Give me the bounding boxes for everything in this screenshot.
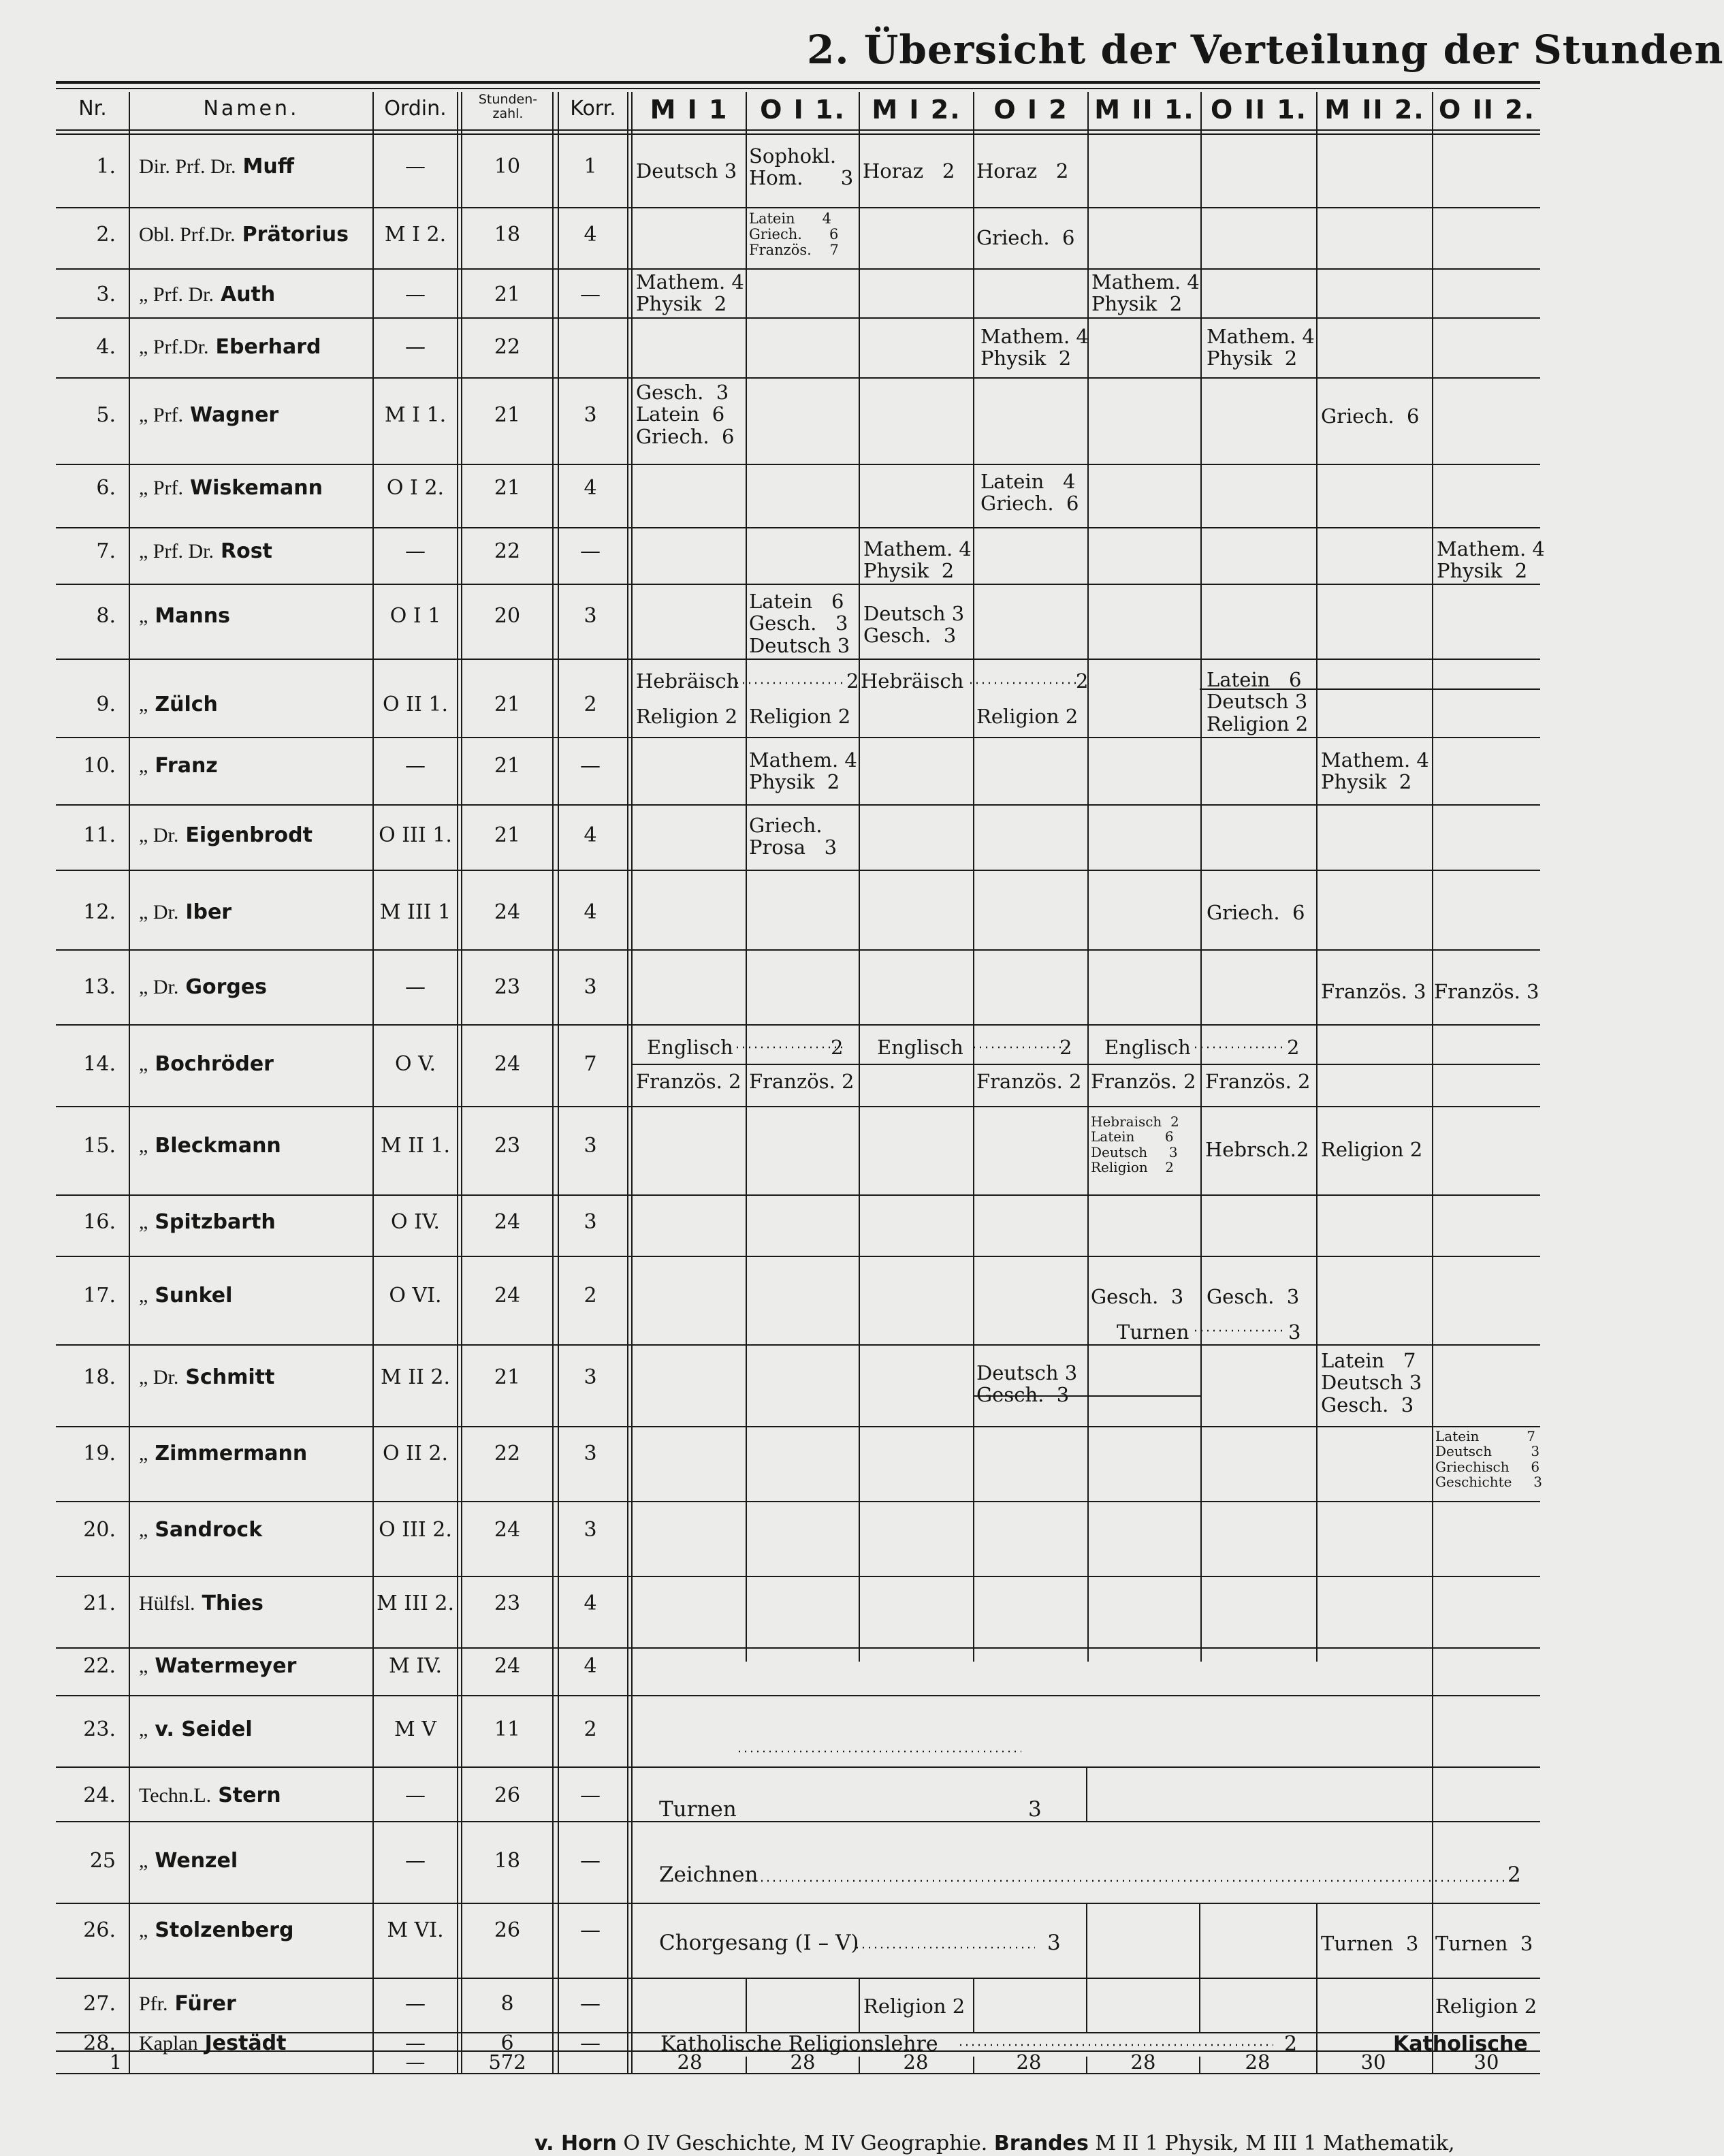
teacher-name xyxy=(139,1520,369,1540)
teacher-surname: Bleckmann xyxy=(155,1134,281,1158)
ordinarius-class: — xyxy=(405,283,426,306)
header-class-oi2: O I 2 xyxy=(993,95,1068,125)
row-number: 18. xyxy=(83,1365,116,1389)
ordinarius-class: O IV. xyxy=(391,1210,440,1234)
teacher-surname: Bochröder xyxy=(155,1052,274,1076)
teacher-surname: Wiskemann xyxy=(189,476,323,500)
ordinarius-class: — xyxy=(405,975,426,999)
ordinarius-class: M II 1. xyxy=(380,1134,451,1158)
totals-class: 30 xyxy=(1473,2050,1499,2074)
cell: Griech. Prosa 3 xyxy=(749,814,837,859)
teacher-surname: Fürer xyxy=(174,1992,236,2016)
hours-count: 24 xyxy=(494,1654,521,1678)
hours-count: 21 xyxy=(494,403,521,427)
cell: Mathem. 4 Physik 2 xyxy=(1321,748,1429,794)
header-class-oi1: O I 1. xyxy=(760,95,846,125)
cell: 2 xyxy=(1507,1862,1521,1887)
hours-count: 24 xyxy=(494,1210,521,1234)
teacher-title: „ xyxy=(139,693,148,716)
teacher-name xyxy=(139,1054,369,1075)
cell: 2 xyxy=(1284,2032,1298,2056)
header-class-mi2: M I 2. xyxy=(872,95,961,125)
corrections-count: 3 xyxy=(584,1518,597,1542)
ordinarius-class: M I 1. xyxy=(384,403,447,427)
teacher-title: „ xyxy=(139,1919,148,1941)
teacher-title: „ Dr. xyxy=(139,824,179,846)
row-number: 16. xyxy=(83,1210,116,1234)
row-number: 26. xyxy=(83,1918,116,1942)
cell: Mathem. 4 Physik 2 xyxy=(1207,325,1315,370)
teacher-surname: Wagner xyxy=(189,403,279,427)
cell: Englisch xyxy=(647,1036,733,1059)
corrections-count: 4 xyxy=(584,223,597,247)
hours-count: 10 xyxy=(494,155,521,178)
header-class-oii1: O II 1. xyxy=(1211,95,1307,125)
corrections-count: — xyxy=(580,1784,601,1807)
hours-count: 21 xyxy=(494,283,521,306)
header-ordin: Ordin. xyxy=(384,97,447,121)
header-class-mi1: M I 1 xyxy=(650,95,729,125)
teacher-name xyxy=(139,2033,369,2054)
cell: Religion 2 xyxy=(1435,1995,1537,2018)
teacher-name xyxy=(139,1994,369,2014)
cell: Turnen 3 xyxy=(1321,1932,1419,1955)
hours-count: 23 xyxy=(494,1134,521,1158)
cell: Englisch xyxy=(877,1036,963,1059)
cell: Deutsch 3 Gesch. 3 xyxy=(863,602,965,648)
row-number: 14. xyxy=(83,1052,116,1076)
ordinarius-class: O V. xyxy=(394,1052,436,1076)
header-class-mii1: M II 1. xyxy=(1094,95,1195,125)
ordinarius-class: — xyxy=(405,539,426,563)
teacher-name xyxy=(139,541,369,562)
teacher-name xyxy=(139,478,369,498)
corrections-count: — xyxy=(580,754,601,778)
corrections-count: 3 xyxy=(584,1365,597,1389)
cell: Latein 6 Gesch. 3 Deutsch 3 xyxy=(749,590,850,657)
ordinarius-class: M III 2. xyxy=(377,1591,454,1615)
teacher-surname: Spitzbarth xyxy=(155,1210,276,1234)
corrections-count: 3 xyxy=(584,1210,597,1234)
cell: Mathem. 4 Physik 2 xyxy=(749,748,857,794)
row-number: 21. xyxy=(83,1591,116,1615)
teacher-title: „ Dr. xyxy=(139,1366,179,1389)
cell: Latein 4 Griech. 6 xyxy=(980,470,1079,516)
cell: Turnen xyxy=(1117,1320,1190,1344)
teacher-name xyxy=(139,225,369,245)
cell: Hebraisch 2 Latein 6 Deutsch 3 Religion 2 xyxy=(1091,1113,1179,1176)
row-number: 22. xyxy=(83,1654,116,1678)
hours-count: 21 xyxy=(494,1365,521,1389)
cell: Gesch. 3 xyxy=(1207,1285,1300,1308)
teacher-title: „ Prf.Dr. xyxy=(139,336,209,358)
teacher-name xyxy=(139,1786,369,1806)
hours-count: 26 xyxy=(494,1784,521,1807)
teacher-title: „ xyxy=(139,1519,148,1541)
cell: Religion 2 xyxy=(976,705,1079,728)
cell: Mathem. 4 Physik 2 xyxy=(863,537,972,583)
teacher-name xyxy=(139,756,369,776)
hours-count: 26 xyxy=(494,1918,521,1942)
row-number: 11. xyxy=(83,823,116,847)
header-korr: Korr. xyxy=(570,97,616,121)
cell: Turnen 3 xyxy=(1435,1932,1533,1955)
ordinarius-class: — xyxy=(405,1784,426,1807)
cell: Französ. 3 xyxy=(1321,980,1426,1003)
row-number: 8. xyxy=(96,604,116,628)
ordinarius-class: M II 2. xyxy=(380,1365,451,1389)
cell: Mathem. 4 Physik 2 xyxy=(636,270,744,316)
totals-stunden: 572 xyxy=(488,2050,526,2074)
cell: Sophokl. Hom. 3 xyxy=(749,144,854,190)
teacher-name xyxy=(139,1656,369,1677)
teacher-title: Dir. Prf. Dr. xyxy=(139,155,236,178)
cell: Religion 2 xyxy=(863,1995,965,2018)
teacher-name xyxy=(139,1286,369,1306)
header-nr: Nr. xyxy=(78,97,107,121)
teacher-title: Obl. Prf.Dr. xyxy=(139,223,236,246)
cell: 2 xyxy=(1076,669,1089,693)
teacher-surname: Zülch xyxy=(155,693,218,716)
teacher-name xyxy=(139,1591,369,1615)
corrections-count: 3 xyxy=(584,604,597,628)
teacher-title: „ xyxy=(139,1655,148,1677)
cell: 3 xyxy=(1028,1797,1042,1822)
teacher-surname: Watermeyer xyxy=(155,1654,297,1678)
footnote-text: O IV Geschichte, M IV Geographie. xyxy=(623,2131,988,2155)
ordinarius-class: — xyxy=(405,1849,426,1873)
ordinarius-class: M V xyxy=(394,1717,436,1741)
teacher-title: Techn.L. xyxy=(139,1784,212,1807)
cell: Latein 4 Griech. 6 Französ. 7 xyxy=(749,210,839,259)
totals-class: 28 xyxy=(677,2050,703,2074)
page-title: 2. Übersicht der Verteilung der Stunden xyxy=(807,27,1724,73)
teacher-title: „ Prf. Dr. xyxy=(139,283,214,306)
corrections-count: 4 xyxy=(584,476,597,500)
hours-count: 18 xyxy=(494,223,521,247)
cell: Religion 2 xyxy=(636,705,738,728)
teacher-surname: Franz xyxy=(155,754,218,778)
ordinarius-class: O I 1 xyxy=(389,604,441,628)
teacher-title: „ Dr. xyxy=(139,901,179,923)
corrections-count: 1 xyxy=(584,155,597,178)
footnote-text: M II 1 Physik, M III 1 Mathematik, xyxy=(1095,2131,1455,2155)
cell: Religion 2 xyxy=(1321,1138,1423,1161)
cell: 2 xyxy=(831,1036,844,1059)
cell: Mathem. 4 Physik 2 xyxy=(980,325,1089,370)
cell: Französ. 2 xyxy=(1091,1070,1196,1093)
corrections-count: — xyxy=(580,283,601,306)
ordinarius-class: — xyxy=(405,335,426,359)
hours-count: 23 xyxy=(494,1591,521,1615)
ordinarius-class: O II 2. xyxy=(383,1442,448,1465)
teacher-name xyxy=(139,825,369,846)
teacher-surname: Auth xyxy=(220,283,276,306)
hours-count: 6 xyxy=(500,2031,514,2055)
header-name: Namen. xyxy=(203,97,300,121)
hours-count: 24 xyxy=(494,900,521,924)
cell: Latein 7 Deutsch 3 Griechisch 6 Geschichte 3 xyxy=(1435,1428,1543,1491)
cell: Turnen xyxy=(659,1797,737,1822)
teacher-surname: Prätorius xyxy=(242,223,349,247)
teacher-name xyxy=(139,902,369,923)
totals-marker: 1 xyxy=(109,2050,123,2074)
teacher-title: „ xyxy=(139,605,148,627)
row-number: 20. xyxy=(83,1518,116,1542)
corrections-count: 4 xyxy=(584,1591,597,1615)
row-number: 15. xyxy=(83,1134,116,1158)
hours-count: 20 xyxy=(494,604,521,628)
corrections-count: — xyxy=(580,1918,601,1942)
hours-count: 21 xyxy=(494,823,521,847)
cell: Horaz 2 xyxy=(976,159,1069,183)
totals-class: 28 xyxy=(1245,2050,1271,2074)
cell: Chorgesang (I – V) xyxy=(659,1931,859,1955)
ordinarius-class: M I 2. xyxy=(384,223,447,247)
row-number: 17. xyxy=(83,1284,116,1307)
teacher-name xyxy=(139,1367,369,1388)
cell: 3 xyxy=(1047,1931,1061,1955)
cell: Französ. 2 xyxy=(636,1070,741,1093)
hours-count: 22 xyxy=(494,335,521,359)
cell: Horaz 2 xyxy=(863,159,955,183)
cell: Griech. 6 xyxy=(1321,405,1420,428)
teacher-name xyxy=(139,405,369,426)
teacher-title: „ xyxy=(139,1135,148,1157)
corrections-count: — xyxy=(580,1849,601,1873)
teacher-surname: Sunkel xyxy=(155,1284,233,1307)
cell: Latein 6 Deutsch 3 Religion 2 xyxy=(1207,668,1309,735)
row-number: 25 xyxy=(89,1849,116,1873)
teacher-surname: Manns xyxy=(155,604,230,628)
teacher-name xyxy=(139,695,369,715)
teacher-title: Kaplan xyxy=(139,2032,198,2055)
teacher-title: „ xyxy=(139,1718,148,1741)
hours-count: 24 xyxy=(494,1052,521,1076)
corrections-count: — xyxy=(580,1992,601,2016)
row-number: 27. xyxy=(83,1992,116,2016)
row-number: 4. xyxy=(96,335,116,359)
corrections-count: 3 xyxy=(584,1442,597,1465)
teacher-surname: Muff xyxy=(242,155,295,178)
teacher-title: „ xyxy=(139,1211,148,1233)
cell: Griech. 6 xyxy=(1207,901,1305,924)
cell: Gesch. 3 Latein 6 Griech. 6 xyxy=(636,381,735,448)
corrections-count: 4 xyxy=(584,900,597,924)
ordinarius-class: — xyxy=(405,1992,426,2016)
row-number: 28. xyxy=(83,2031,116,2055)
ordinarius-class: O III 1. xyxy=(379,823,452,847)
hours-count: 23 xyxy=(494,975,521,999)
row-number: 19. xyxy=(83,1442,116,1465)
row-number: 5. xyxy=(96,403,116,427)
cell: 2 xyxy=(1059,1036,1072,1059)
teacher-surname: Wenzel xyxy=(155,1849,238,1873)
hours-count: 21 xyxy=(494,754,521,778)
ordinarius-class: O III 2. xyxy=(379,1518,452,1542)
cell: Griech. 6 xyxy=(976,226,1075,249)
row-number: 2. xyxy=(96,223,116,247)
corrections-count: 3 xyxy=(584,403,597,427)
footnote-name: v. Horn xyxy=(534,2131,617,2155)
teacher-surname: Eberhard xyxy=(215,335,321,359)
cell: Französ. 2 xyxy=(749,1070,855,1093)
teacher-surname: Iber xyxy=(185,900,232,924)
row-number: 12. xyxy=(83,900,116,924)
footnote xyxy=(534,2131,1455,2155)
teacher-title: „ Prf. xyxy=(139,404,183,426)
cell: Katholische Religionslehre xyxy=(660,2032,938,2056)
teacher-name xyxy=(139,977,369,998)
corrections-count: — xyxy=(580,2031,601,2055)
cell: 2 xyxy=(846,669,859,693)
teacher-surname: Sandrock xyxy=(155,1518,263,1542)
cell: Latein 7 Deutsch 3 Gesch. 3 xyxy=(1321,1349,1422,1416)
hours-count: 18 xyxy=(494,1849,521,1873)
teacher-surname: Gorges xyxy=(185,975,268,999)
cell: Hebräisch xyxy=(861,669,964,693)
cell: Deutsch 3 xyxy=(636,159,737,183)
corrections-count: — xyxy=(580,539,601,563)
teacher-surname: Rost xyxy=(220,539,272,563)
teacher-title: „ xyxy=(139,1850,148,1872)
row-number: 10. xyxy=(83,754,116,778)
header-stundenzahl: Stunden-zahl. xyxy=(478,92,538,121)
teacher-name xyxy=(139,1444,369,1464)
teacher-name xyxy=(139,1136,369,1156)
totals-class: 28 xyxy=(1130,2050,1156,2074)
hours-count: 22 xyxy=(494,539,521,563)
teacher-surname: Stolzenberg xyxy=(155,1918,294,1942)
teacher-surname: Thies xyxy=(202,1591,264,1615)
row-number: 6. xyxy=(96,476,116,500)
totals-class: 28 xyxy=(903,2050,929,2074)
teacher-surname: Eigenbrodt xyxy=(185,823,313,847)
row-number: 7. xyxy=(96,539,116,563)
teacher-surname: v. Seidel xyxy=(155,1717,253,1741)
cell: Zeichnen xyxy=(659,1862,759,1887)
corrections-count: 2 xyxy=(584,1717,597,1741)
teacher-title: „ xyxy=(139,1053,148,1075)
corrections-count: 3 xyxy=(584,975,597,999)
row-number: 23. xyxy=(83,1717,116,1741)
corrections-count: 4 xyxy=(584,823,597,847)
teacher-name xyxy=(139,285,369,305)
teacher-surname: Schmitt xyxy=(185,1365,275,1389)
cell: 3 xyxy=(1288,1320,1301,1344)
cell: Französ. 3 xyxy=(1434,980,1539,1003)
row-number: 13. xyxy=(83,975,116,999)
corrections-count: 4 xyxy=(584,1654,597,1678)
teacher-title: „ xyxy=(139,755,148,777)
cell: Katholische xyxy=(1393,2032,1528,2056)
cell: Religion 2 xyxy=(749,705,851,728)
totals-ordin: — xyxy=(405,2050,426,2074)
totals-class: 30 xyxy=(1360,2050,1386,2074)
cell: Mathem. 4 Physik 2 xyxy=(1437,537,1545,583)
cell: 2 xyxy=(1287,1036,1300,1059)
teacher-title: „ xyxy=(139,1442,148,1465)
corrections-count: 7 xyxy=(584,1052,597,1076)
cell: Gesch. 3 xyxy=(1091,1285,1184,1308)
teacher-surname: Jestädt xyxy=(204,2031,287,2055)
teacher-title: „ xyxy=(139,1284,148,1307)
teacher-title: „ Dr. xyxy=(139,976,179,998)
hours-count: 21 xyxy=(494,693,521,716)
teacher-surname: Stern xyxy=(218,1784,281,1807)
totals-class: 28 xyxy=(790,2050,816,2074)
teacher-name xyxy=(139,337,369,358)
cell: Mathem. 4 Physik 2 xyxy=(1091,270,1200,316)
ordinarius-class: O II 1. xyxy=(383,693,448,716)
teacher-surname: Zimmermann xyxy=(155,1442,308,1465)
teacher-title: „ Prf. Dr. xyxy=(139,540,214,562)
row-number: 24. xyxy=(83,1784,116,1807)
hours-count: 24 xyxy=(494,1518,521,1542)
cell: Hebräisch xyxy=(636,669,739,693)
hours-count: 11 xyxy=(494,1717,521,1741)
ordinarius-class: — xyxy=(405,754,426,778)
corrections-count: 2 xyxy=(584,693,597,716)
teacher-name xyxy=(139,1851,369,1871)
teacher-name xyxy=(139,1719,369,1740)
corrections-count: 3 xyxy=(584,1134,597,1158)
cell: Englisch xyxy=(1104,1036,1191,1059)
teacher-title: „ Prf. xyxy=(139,477,183,499)
hours-count: 24 xyxy=(494,1284,521,1307)
footnote-name: Brandes xyxy=(993,2131,1089,2155)
cell: Deutsch 3 Gesch. 3 xyxy=(976,1361,1078,1407)
hours-count: 21 xyxy=(494,476,521,500)
teacher-name xyxy=(139,157,369,177)
ordinarius-class: M VI. xyxy=(387,1918,444,1942)
header-class-mii2: M II 2. xyxy=(1324,95,1425,125)
ordinarius-class: O VI. xyxy=(389,1284,442,1307)
row-number: 1. xyxy=(96,155,116,178)
teacher-name xyxy=(139,1212,369,1233)
teacher-name xyxy=(139,606,369,627)
cell: Französ. 2 xyxy=(1205,1070,1311,1093)
header-class-oii2: O II 2. xyxy=(1439,95,1535,125)
row-number: 3. xyxy=(96,283,116,306)
ordinarius-class: — xyxy=(405,155,426,178)
hours-count: 22 xyxy=(494,1442,521,1465)
teacher-title: Hülfsl. xyxy=(139,1592,195,1615)
teacher-name xyxy=(139,1920,369,1941)
ordinarius-class: M III 1 xyxy=(379,900,451,924)
ordinarius-class: — xyxy=(405,2031,426,2055)
teacher-title: Pfr. xyxy=(139,1993,168,2015)
ordinarius-class: M IV. xyxy=(388,1654,443,1678)
ordinarius-class: O I 2. xyxy=(386,476,445,500)
cell: Hebrsch.2 xyxy=(1205,1138,1309,1161)
hours-count: 8 xyxy=(500,1992,514,2016)
totals-class: 28 xyxy=(1016,2050,1042,2074)
row-number: 9. xyxy=(96,693,116,716)
cell: Französ. 2 xyxy=(976,1070,1082,1093)
corrections-count: 2 xyxy=(584,1284,597,1307)
